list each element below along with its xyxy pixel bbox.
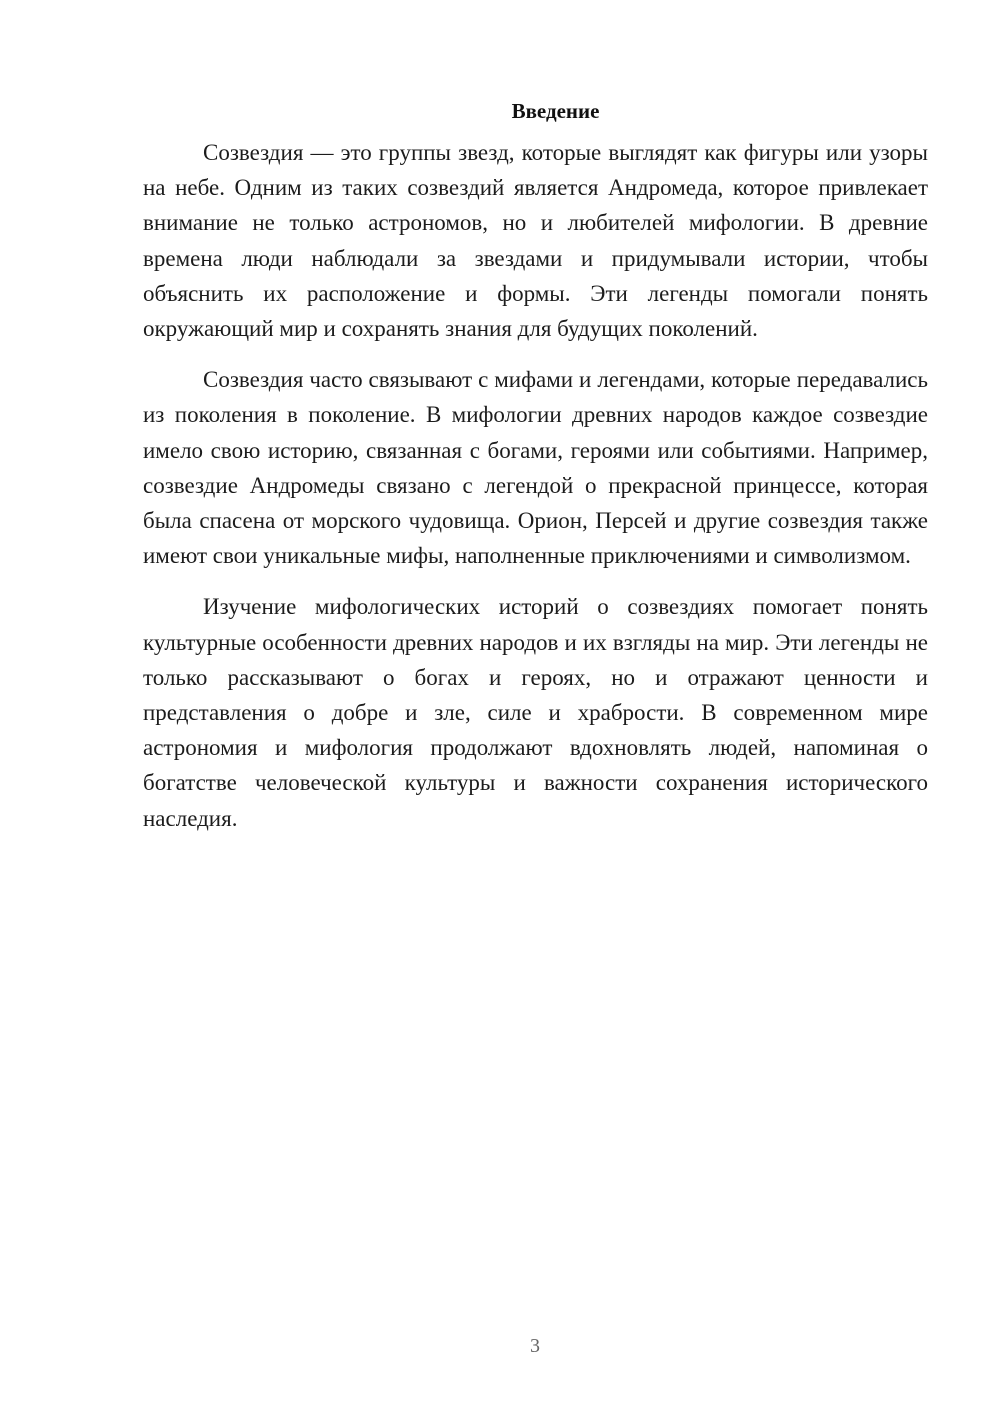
paragraph-3: Изучение мифологических историй о созвездиях помогает понять культурные особенности древних народов и их взгляды на мир. Эти легенды не только рассказывают о богах и героях, но и отражают ценности и представления о добре и зле, силе и храбрости. В современном мире астрономия и мифология продолжают вдохновлять людей, напоминая о богатстве человеческой культуры и важности сохранения исторического наследия. bbox=[143, 594, 928, 831]
paragraph-2: Созвездия часто связывают с мифами и легендами, которые передавались из поколения в поколение. В мифологии древних народов каждое созвездие имело свою историю, связанная с богами, героями или событиями. Например, созвездие Андромеды связано с легендой о прекрасной принцессе, которая была спасена от морского чудовища. Орион, Персей и другие созвездия также имеют свои уникальные мифы, наполненные приключениями и символизмом. bbox=[143, 367, 928, 569]
page-content bbox=[143, 95, 928, 836]
paragraph-1: Созвездия — это группы звезд, которые выглядят как фигуры или узоры на небе. Одним из таких созвездий является Андромеда, которое привлекает внимание не только астрономов, но и любителей мифологии. В древние времена люди наблюдали за звездами и придумывали истории, чтобы объяснить их расположение и формы. Эти легенды помогали понять окружающий мир и сохранять знания для будущих поколений. bbox=[143, 140, 928, 342]
section-heading: Введение bbox=[511, 99, 600, 123]
page-number: 3 bbox=[530, 1335, 540, 1357]
